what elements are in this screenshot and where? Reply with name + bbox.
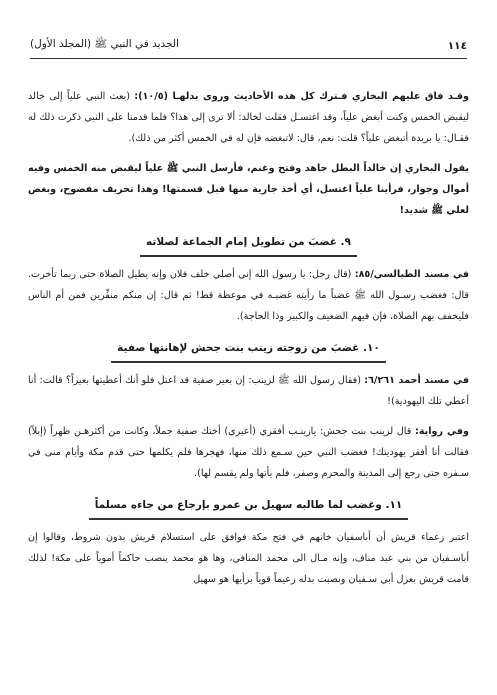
page-body bbox=[28, 86, 469, 599]
section-10-paragraph-1 bbox=[28, 370, 469, 412]
paragraph-1 bbox=[28, 86, 469, 149]
paragraph-1-text: (بعث النبي علياً إلى خالد ليقبض الخمس وكنت أبغض علياً، وقد اغتسـل فقلت لخالد: ألا ترى إلى هذا؟ فلما قدمنا على النبي ذكرت ذلك له فقـال: يا بريدة أتبغض علياً؟ قلت: نعم، قال: لاتبغضه فإن له في الخمس أكثر من ذلك). bbox=[28, 91, 469, 144]
section-9-text: (قال رجل: يا رسول الله إني أصلي خلف فلان وإنه يطيل الصلاة حتى ربما تأخرت. قال: فغضب رسـول الله ﷺ غضباً ما رأيته غضبـه في موعظة قط! ثم قال: إن منكم منفِّرين فمن أم الناس فليخفف بهم الصلاة، فإن فيهم الضعيف والكبير وذا الحاجة). bbox=[28, 269, 469, 322]
section-10-paragraph-2 bbox=[28, 421, 469, 484]
section-10-heading: ١٠. غضبَ من زوجته زينب بنت جحش لإهانتها صفية bbox=[111, 339, 386, 363]
section-11-heading: ١١. وغضب لما طالبه سهيل بن عمرو بإرجاع من جاءه مسلماً bbox=[89, 496, 409, 520]
section-10-lead: في مسند أحمد ٦/٢٦١: bbox=[364, 375, 469, 386]
paragraph-1-lead: وقـد فاق عليهم البخاري فـترك كل هذه الأحاديث وروى بدلهـا (١٠/٥): bbox=[134, 91, 470, 102]
page-header bbox=[30, 38, 467, 59]
paragraph-2: يقول البخاري إن خالداً البطل جاهد وفتح وغنم، فأرسل النبي ﷺ علياً ليقبض منه الخمس وفيه أموال وجوار، فرأينا علياً اغتسل، أي أخذ جارية منها قبل قسمتها! وهذا تحريف مفضوح، وبغض لعلي ﷺ شديد! bbox=[28, 163, 469, 216]
section-9-paragraph bbox=[28, 264, 469, 327]
page-number: ١١٤ bbox=[447, 39, 467, 52]
section-10-text: (فقال رسول الله ﷺ لزينب: إن بعير صفية قد اعتل فلو أنك أعطيتها بعيراً؟ قالت: أنا أعطي تلك اليهودية)! bbox=[28, 375, 469, 407]
section-10-lead-2: وفي رواية: bbox=[415, 426, 469, 437]
running-title: الجديد في النبي ﷺ (المجلد الأول) bbox=[30, 38, 179, 50]
section-9-heading: ٩. غضبَ من تطويل إمام الجماعة لصلاته bbox=[140, 233, 357, 257]
section-10-text-2: قال لزينب بنت جحش: يازينـب أفقري (أعيري) أختك صفية جملاً، وكانت من أكثرهـن ظهراً (إبلاً) فقالت أنا أفقر يهوديتك! فغضب النبي حين سـمع ذلك منها، فهجرها فلم يكلمها حتى قدم مكة وأيام منى في سـفره حتى رجع إلى المدينة والمحرم وصفر، فلم يأتها ولم يقسم لها). bbox=[28, 426, 469, 479]
section-11-paragraph: اعتبر زعماء قريش أن أباسفيان خانهم في فتح مكة فوافق على استسلام قريش بدون شروط، وقالوا إن أباسـفيان من بني عبد مناف، وإنه مـال الى محمد المنافي، وها هو محمد ينصب حاكماً أموياً على مكة! لذلك قامت قريش بعزل أبي سـفيان ونصبت بدله زعيماً قوياً برأيها هو سهيل bbox=[28, 532, 469, 585]
section-9-lead: في مسند الطيالسي/٨٥: bbox=[354, 269, 469, 280]
